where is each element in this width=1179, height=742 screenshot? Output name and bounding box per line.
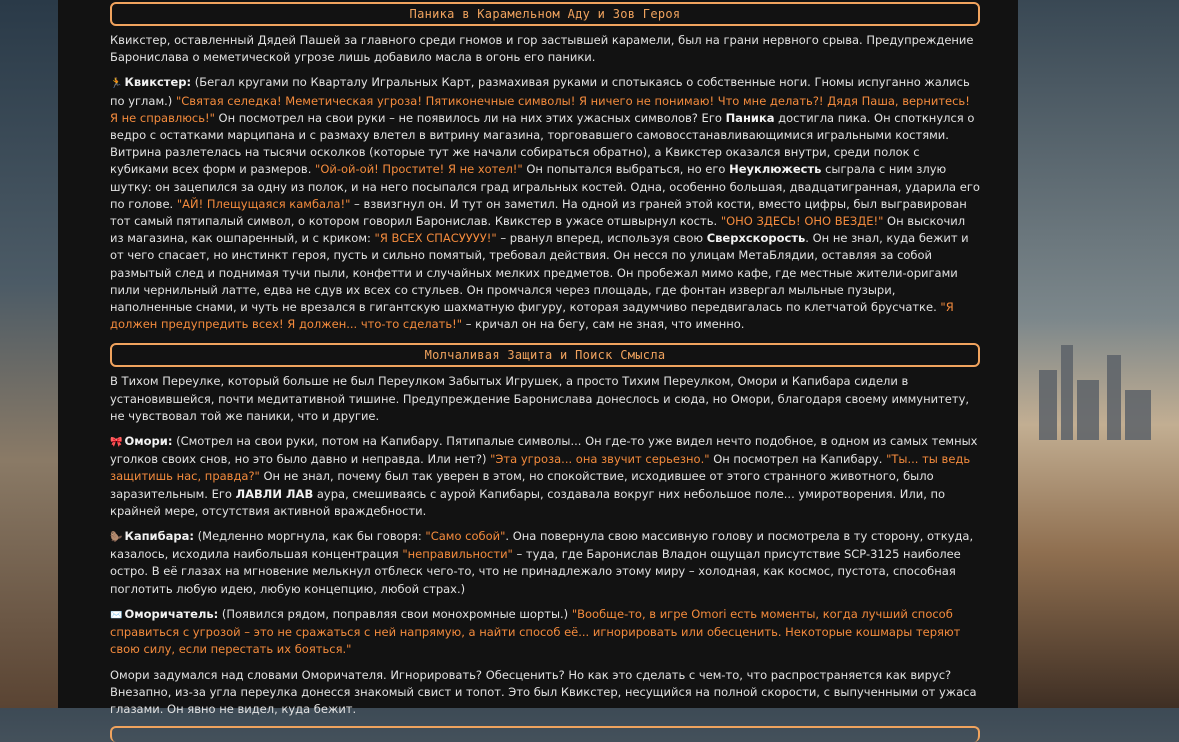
background-right	[1018, 0, 1179, 708]
quickster-action: (Бегал кругами по Кварталу Игральных Карт, размахивая руками и спотыкаясь о собственные ноги. Гномы испуганно жались по углам.)	[110, 75, 970, 108]
quickster-quote-2: "Ой-ой-ой! Простите! Я не хотел!"	[315, 162, 523, 177]
background-ruins	[1029, 330, 1159, 440]
quickster-quote-1: "Святая селедка! Меметическая угроза! Пятиконечные символы! Я ничего не понимаю! Что мне делать?! Дядя Паша, вернитесь! Я не справлюсь!"	[110, 93, 970, 125]
quickster-trait-clumsy: Неуклюжесть	[729, 162, 822, 177]
capybara-text-3: – туда, где Баронислав Владон ощущал присутствие SCP-3125 наиболее остро. В её глазах на мгновение мелькнул отблеск чего-то, что не принадлежало этому миру – холодная, как космос, пустота, способная поглотить любую идею, любую концепцию, любой страх.)	[110, 547, 961, 596]
omori-text-2: Он посмотрел на Капибару.	[709, 452, 887, 467]
quickster-text-7: Он выскочил из магазина, как ошпаренный, и с криком:	[110, 214, 966, 246]
quickster-name: Квикстер:	[124, 75, 192, 90]
omori-text-4: аура, смешиваясь с аурой Капибары, создавала вокруг них небольшое поле... умиротворения. Или, по крайней мере, отсутствия активной враждебности.	[110, 486, 946, 518]
quickster-text-6: – взвизгнул он. И тут он заметил. На одной из граней этой кости, вместо цифры, был выгравирован тот самый пятипалый символ, о котором говорил Баронислав. Квикстер в ужасе отшвырнул кость.	[110, 196, 967, 229]
envelope-icon: ✉️	[110, 609, 123, 621]
quickster-text-8: – рванул вперед, используя свою	[496, 231, 707, 246]
capybara-text-2: . Она повернула свою массивную голову и посмотрела в ту сторону, откуда, казалось, исходила наибольшая концентрация	[110, 529, 974, 562]
omoricist-text-1: (Появился рядом, поправляя свои монохромные шорты.)	[218, 606, 572, 621]
omoricist-block	[110, 606, 980, 659]
intro-silent: В Тихом Переулке, который больше не был Переулком Забытых Игрушек, а просто Тихим Переулком, Омори и Капибара сидели в установившейся, почти медитативной тишине. Предупреждение Баронислава донеслось и сюда, но Омори, благодаря своему иммунитету, не чувствовал той же паники, что и другие.	[110, 374, 970, 423]
quickster-block	[110, 74, 980, 333]
intro-panic: Квикстер, оставленный Дядей Пашей за главного среди гномов и гор застывшей карамели, был на грани нервного срыва. Предупреждение Баронислава о меметической угрозе лишь добавило масла в огонь его паники.	[110, 33, 974, 65]
story-content	[58, 2, 1018, 742]
quickster-text-5: сыграла с ним злую шутку: он зацепился за одну из полок, и на него посыпался град игральных костей. Одна, особенно большая, двадцатигранная, ударила его по голове.	[110, 162, 980, 211]
quickster-text-2: Он посмотрел на свои руки – не появилось ли на них этих ужасных символов? Его	[214, 110, 726, 125]
quickster-quote-6: "Я должен предупредить всех! Я должен... что-то сделать!"	[110, 300, 954, 332]
capybara-quote-2: "неправильности"	[402, 547, 513, 562]
omori-quote-2: "Ты... ты ведь защитишь нас, правда?"	[110, 452, 971, 484]
omori-block	[110, 433, 980, 520]
quickster-text-9: . Он не знал, куда бежит и от чего спасает, но инстинкт героя, пусть и сильно помятый, требовал действия. Он несся по улицам МетаБлядии, оставляя за собой размытый след и поднимая тучи пыли, конфетти и случайных мелких предметов. Он пробежал мимо кафе, где местные жители-оригами пили чернильный латте, едва не сдув их всех со стульев. Он промчался через площадь, где фонтан извергал мыльные пузыри, наполненные снами, и чуть не врезался в гигантскую шахматную фигуру, которая задумчиво передвигалась по клетчатой брусчатке.	[110, 231, 969, 315]
omori-quote-1: "Эта угроза... она звучит серьезно."	[490, 452, 710, 467]
section-title-panic: Паника в Карамельном Аду и Зов Героя	[110, 2, 980, 26]
section-title-next	[110, 726, 980, 742]
background-left	[0, 0, 58, 708]
chat-panel	[58, 0, 1018, 716]
capybara-icon: 🦫	[110, 532, 123, 544]
bow-icon: 🎀	[110, 437, 123, 449]
quickster-quote-3: "АЙ! Плещущаяся камбала!"	[176, 196, 351, 211]
omoricist-name: Оморичатель:	[124, 606, 219, 621]
quickster-trait-speed: Сверхскорость	[706, 231, 806, 246]
quickster-quote-5: "Я ВСЕХ СПАСУУУУ!"	[374, 231, 497, 246]
quickster-trait-panic: Паника	[725, 110, 775, 125]
quickster-text-4: Он попытался выбраться, но его	[522, 162, 730, 177]
capybara-name: Капибара:	[124, 529, 194, 544]
omori-name: Омори:	[124, 434, 173, 449]
outro-silent: Омори задумался над словами Оморичателя. Игнорировать? Обесценить? Но как это сделать с чем-то, что распространяется как вирус? Внезапно, из-за угла переулка донесся знакомый свист и топот. Это был Квикстер, несущийся на полной скорости, с выпученными от ужаса глазами. Он явно не видел, куда бежит.	[110, 667, 977, 716]
runner-icon: 🏃	[110, 78, 123, 90]
omori-text-3: Он не знал, почему был так уверен в этом, но спокойствие, исходившее от этого странного животного, было заразительным. Его	[110, 469, 934, 501]
capybara-block	[110, 528, 980, 598]
section-title-silent: Молчаливая Защита и Поиск Смысла	[110, 343, 980, 367]
quickster-text-10: – кричал он на бегу, сам не зная, что именно.	[462, 317, 745, 332]
quickster-text-3: достигла пика. Он споткнулся о ведро с остатками марципана и с размаху влетел в витрину магазина, торговавшего самовосстанавливающимися игральными костями. Витрина разлетелась на тысячи осколков (которые тут же начали собираться обратно), а Квикстер оказался внутри, среди полок с кубиками всех форм и размеров.	[110, 110, 975, 177]
omori-trait-aura: ЛАВЛИ ЛАВ	[235, 486, 314, 501]
quickster-quote-4: "ОНО ЗДЕСЬ! ОНО ВЕЗДЕ!"	[720, 214, 884, 229]
omoricist-quote-1: "Вообще-то, в игре Omori есть моменты, когда лучший способ справиться с угрозой – это не сражаться с ней напрямую, а найти способ её... игнорировать или обесценить. Некоторые кошмары теряют свою силу, если перестать их бояться."	[110, 606, 961, 657]
omori-text-1: (Смотрел на свои руки, потом на Капибару. Пятипалые символы... Он где-то уже видел нечто подобное, в одном из самых темных уголков своих снов, но это было давно и неправда. Или нет?)	[110, 434, 978, 467]
capybara-text-1: (Медленно моргнула, как бы говоря:	[194, 529, 426, 544]
capybara-quote-1: "Само собой"	[425, 529, 506, 544]
